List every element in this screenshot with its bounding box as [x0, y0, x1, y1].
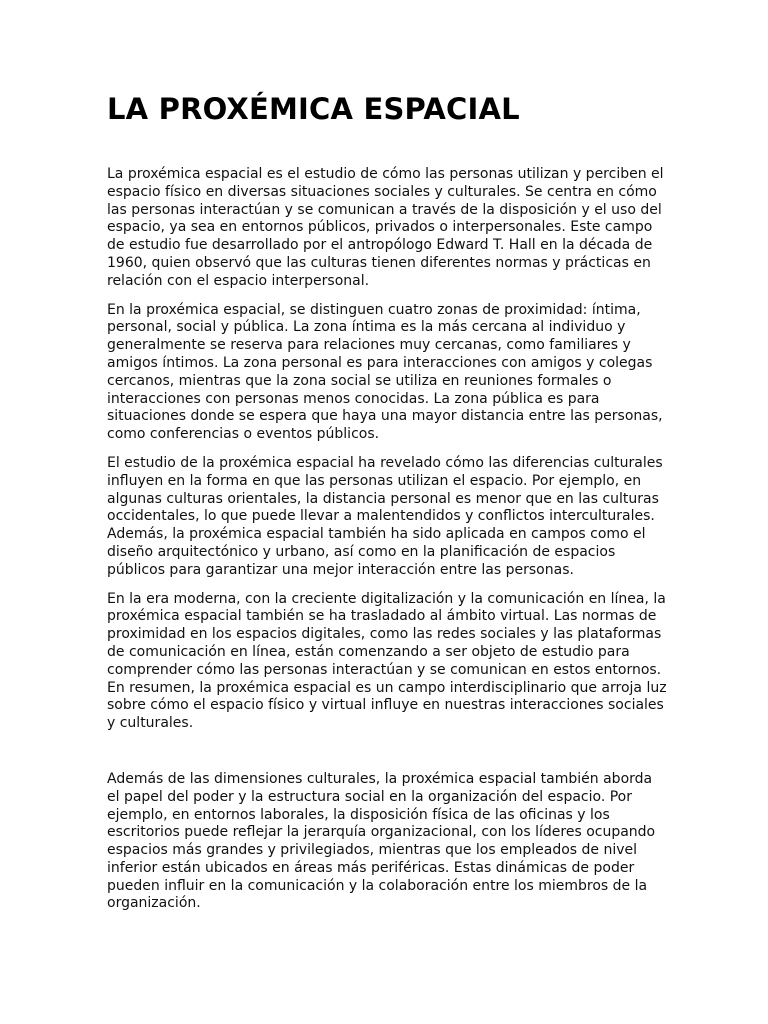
paragraph-1: La proxémica espacial es el estudio de cómo las personas utilizan y perciben el espacio físico en diversas situaciones sociales y culturales. Se centra en cómo las personas interactúan y se comunican a través de la disposición y el uso del espacio, ya sea en entornos públicos, privados o interpersonales. Este campo de estudio fue desarrollado por el antropólogo Edward T. Hall en la década de 1960, quien observó que las culturas tienen diferentes normas y prácticas en relación con el espacio interpersonal.: [107, 166, 664, 289]
paragraph-5: Además de las dimensiones culturales, la proxémica espacial también aborda el papel del poder y la estructura social en la organización del espacio. Por ejemplo, en entornos laborales, la disposición física de las oficinas y los escritorios puede reflejar la jerarquía organizacional, con los líderes ocupando espacios más grandes y privilegiados, mientras que los empleados de nivel inferior están ubicados en áreas más periféricas. Estas dinámicas de poder pueden influir en la comunicación y la colaboración entre los miembros de la organización.: [107, 770, 656, 912]
document-title: LA PROXÉMICA ESPACIAL: [107, 92, 520, 126]
document-body: [107, 90, 667, 924]
paragraph-4: En la era moderna, con la creciente digitalización y la comunicación en línea, la proxémica espacial también se ha trasladado al ámbito virtual. Las normas de proximidad en los espacios digitales, como las redes sociales y las plataformas de comunicación en línea, están comenzando a ser objeto de estudio para comprender cómo las personas interactúan y se comunican en estos entornos. En resumen, la proxémica espacial es un campo interdisciplinario que arroja luz sobre cómo el espacio físico y virtual influye en nuestras interacciones sociales y culturales.: [107, 590, 667, 732]
paragraph-2: En la proxémica espacial, se distinguen cuatro zonas de proximidad: íntima, personal, social y pública. La zona íntima es la más cercana al individuo y generalmente se reserva para relaciones muy cercanas, como familiares y amigos íntimos. La zona personal es para interacciones con amigos y colegas cercanos, mientras que la zona social se utiliza en reuniones formales o interacciones con personas menos conocidas. La zona pública es para situaciones donde se espera que haya una mayor distancia entre las personas, como conferencias o eventos públicos.: [107, 301, 663, 443]
paragraph-3: El estudio de la proxémica espacial ha revelado cómo las diferencias culturales influyen en la forma en que las personas utilizan el espacio. Por ejemplo, en algunas culturas orientales, la distancia personal es menor que en las culturas occidentales, lo que puede llevar a malentendidos y conflictos interculturales. Además, la proxémica espacial también ha sido aplicada en campos como el diseño arquitectónico y urbano, así como en la planificación de espacios públicos para garantizar una mejor interacción entre las personas.: [107, 454, 663, 578]
